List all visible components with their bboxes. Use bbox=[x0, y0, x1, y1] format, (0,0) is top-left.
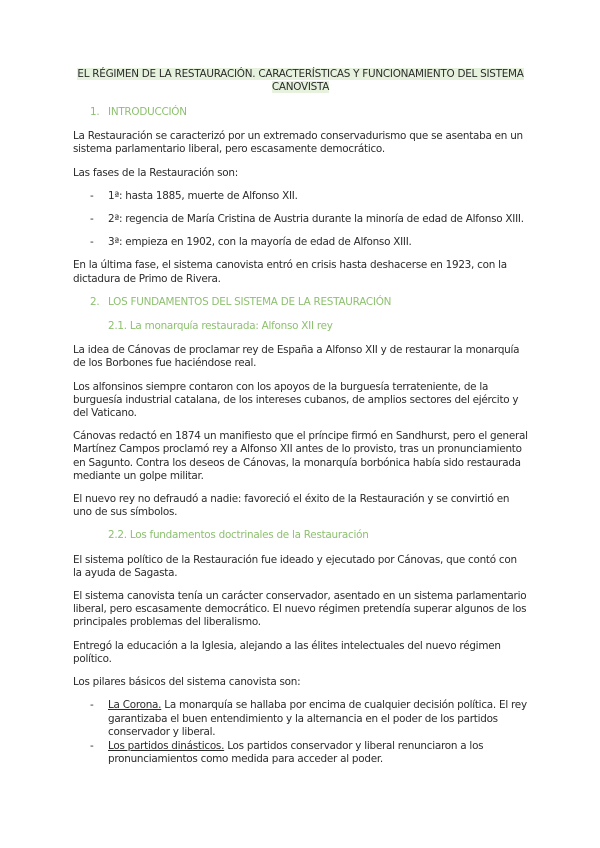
paragraph: El sistema canovista tenía un carácter conservador, asentado en un sistema parlamentario liberal, pero escasamente democrático. El nuevo régimen pretendía superar algunos de los principales problemas del liberalismo. bbox=[73, 590, 527, 629]
paragraph: La idea de Cánovas de proclamar rey de España a Alfonso XII y de restaurar la monarquía de los Borbones fue haciéndose real. bbox=[73, 344, 520, 370]
list-item: - La Corona. La monarquía se hallaba por encima de cualquier decisión política. El rey garantizaba el buen entendimiento y la alternancia en el poder de los partidos conservador y liberal. bbox=[73, 699, 528, 739]
paragraph: El nuevo rey no defraudó a nadie: favoreció el éxito de la Restauración y se convirtió en uno de sus símbolos. bbox=[73, 493, 510, 519]
paragraph: En la última fase, el sistema canovista entró en crisis hasta deshacerse en 1923, con la dictadura de Primo de Rivera. bbox=[73, 259, 507, 285]
dash-bullet: - bbox=[90, 213, 94, 226]
section-label: INTRODUCCIÓN bbox=[108, 106, 187, 118]
dash-bullet: - bbox=[90, 699, 94, 712]
subsection-heading: 2.1. La monarquía restaurada: Alfonso XII rey bbox=[108, 320, 333, 333]
section-number: 2. bbox=[90, 295, 100, 308]
document-title: EL RÉGIMEN DE LA RESTAURACIÓN. CARACTERÍSTICAS Y FUNCIONAMIENTO DEL SISTEMA CANOVISTA bbox=[77, 68, 524, 93]
section-label: LOS FUNDAMENTOS DEL SISTEMA DE LA RESTAURACIÓN bbox=[108, 295, 392, 308]
list-item: - 3ª: empieza en 1902, con la mayoría de edad de Alfonso XIII. bbox=[73, 236, 528, 249]
subsection-heading: 2.2. Los fundamentos doctrinales de la Restauración bbox=[108, 529, 369, 542]
dash-bullet: - bbox=[90, 189, 94, 202]
dash-bullet: - bbox=[90, 236, 94, 249]
pillars-list bbox=[73, 699, 528, 766]
section-heading-fundamentos bbox=[73, 296, 528, 309]
dash-bullet: - bbox=[90, 739, 94, 752]
paragraph: Entregó la educación a la Iglesia, alejando a las élites intelectuales del nuevo régimen político. bbox=[73, 639, 501, 665]
pillar-term: La Corona. bbox=[108, 699, 162, 712]
list-item: - Los partidos dinásticos. Los partidos conservador y liberal renunciaron a los pronunciamientos como medida para acceder al poder. bbox=[73, 740, 528, 766]
paragraph: El sistema político de la Restauración fue ideado y ejecutado por Cánovas, que contó con la ayuda de Sagasta. bbox=[73, 553, 517, 579]
paragraph: Cánovas redactó en 1874 un manifiesto que el príncipe firmó en Sandhurst, pero el general Martínez Campos proclamó rey a Alfonso XII antes de lo provisto, tras un pronunciamiento en Sagunto. Contra los deseos de Cánovas, la monarquía borbónica había sido restaurada mediante un golpe militar. bbox=[73, 430, 528, 482]
pillar-term: Los partidos dinásticos. bbox=[108, 739, 225, 752]
paragraph: La Restauración se caracterizó por un extremado conservadurismo que se asentaba en un sistema parlamentario liberal, pero escasamente democrático. bbox=[73, 130, 523, 156]
section-number: 1. bbox=[90, 106, 100, 118]
list-item: - 2ª: regencia de María Cristina de Austria durante la minoría de edad de Alfonso XIII. bbox=[73, 213, 528, 226]
section-heading-introduccion bbox=[73, 106, 528, 119]
paragraph: Las fases de la Restauración son: bbox=[73, 166, 238, 179]
phases-list bbox=[73, 190, 528, 250]
paragraph: Los alfonsinos siempre contaron con los apoyos de la burguesía terrateniente, de la burguesía industrial catalana, de los intereses cubanos, de amplios sectores del ejército y del Vaticano. bbox=[73, 380, 519, 420]
paragraph: Los pilares básicos del sistema canovista son: bbox=[73, 676, 301, 689]
list-item: - 1ª: hasta 1885, muerte de Alfonso XII. bbox=[73, 190, 528, 203]
